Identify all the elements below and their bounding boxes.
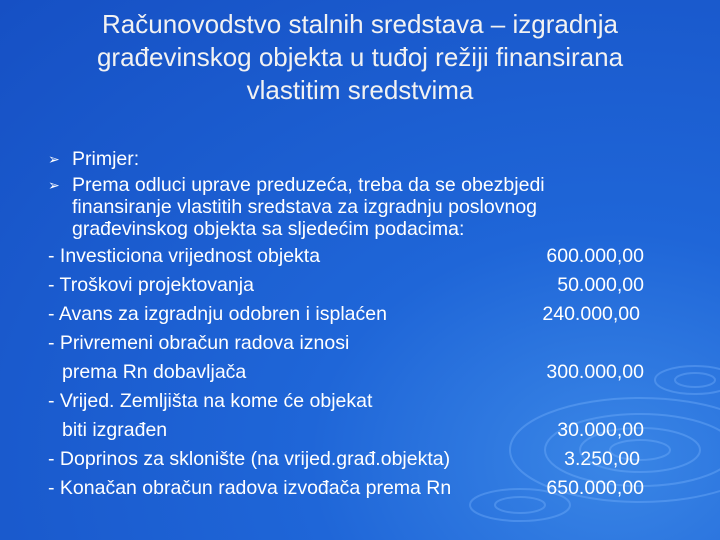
data-row [0, 445, 720, 474]
row-label: - Konačan obračun radova izvođača prema Rn [48, 477, 452, 499]
row-label: - Troškovi projektovanja [48, 274, 254, 296]
data-row [0, 329, 720, 358]
row-value: 3.250,00 [564, 448, 640, 470]
row-value: 650.000,00 [546, 477, 644, 499]
data-row [0, 300, 720, 329]
row-value: 50.000,00 [557, 274, 644, 296]
slide-title [40, 8, 680, 107]
title-line: vlastitim sredstvima [246, 75, 474, 105]
arrow-bullet-icon: ➢ [48, 177, 60, 193]
row-label: - Vrijed. Zemljišta na kome će objekat [48, 390, 373, 412]
row-value: 600.000,00 [546, 245, 644, 267]
data-row [0, 358, 720, 387]
title-line: građevinskog objekta u tuđoj režiji finansirana [96, 42, 624, 72]
row-label: - Avans za izgradnju odobren i isplaćen [48, 303, 387, 325]
row-value: 240.000,00 [542, 303, 640, 325]
row-value: 30.000,00 [557, 419, 644, 441]
data-row [0, 416, 720, 445]
row-label: - Investiciona vrijednost objekta [48, 245, 321, 267]
row-value: 300.000,00 [546, 361, 644, 383]
slide-body [0, 148, 720, 503]
row-label: - Doprinos za sklonište (na vrijed.građ.objekta) [48, 448, 451, 470]
arrow-bullet-icon: ➢ [48, 151, 60, 167]
row-label: prema Rn dobavljača [62, 361, 247, 383]
bullet-item [0, 174, 720, 240]
bullet-text: Primjer: [72, 148, 140, 170]
bullet-text: finansiranje vlastitih sredstava za izgradnju poslovnog [72, 196, 538, 218]
row-label: biti izgrađen [62, 419, 168, 441]
bullet-text: Prema odluci uprave preduzeća, treba da se obezbjedi [72, 174, 545, 196]
data-row [0, 242, 720, 271]
data-row [0, 387, 720, 416]
row-label: - Privremeni obračun radova iznosi [48, 332, 350, 354]
title-line: Računovodstvo stalnih sredstava – izgradnja [102, 9, 618, 39]
data-row [0, 474, 720, 503]
data-row [0, 271, 720, 300]
bullet-text: građevinskog objekta sa sljedećim podacima: [72, 218, 465, 240]
bullet-item [0, 148, 720, 170]
